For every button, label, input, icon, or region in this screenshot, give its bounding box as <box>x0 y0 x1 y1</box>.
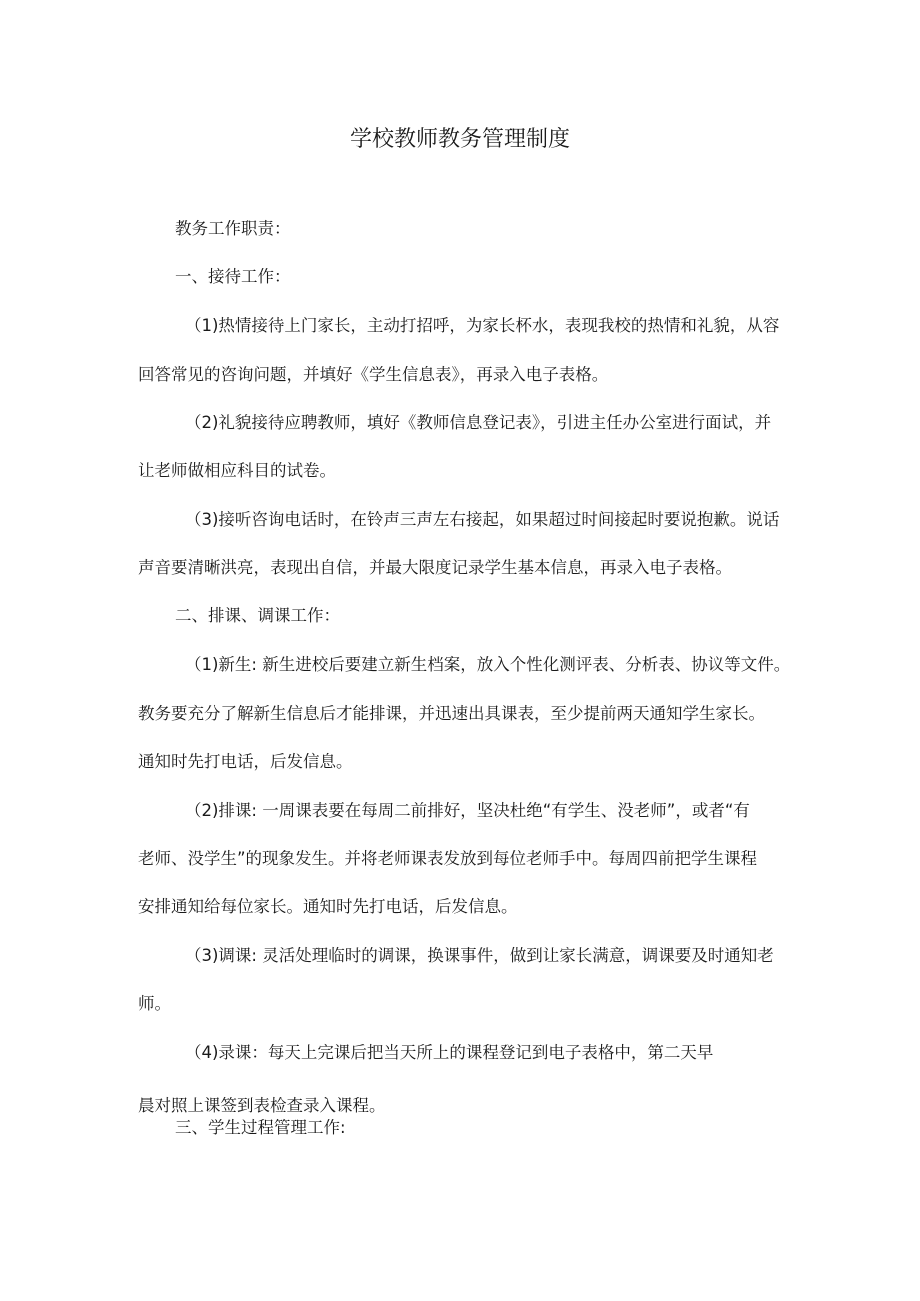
section-heading-1: 一、接待工作： <box>175 267 291 286</box>
paragraph-line: 声音要清晰洪亮，表现出自信，并最大限度记录学生基本信息，再录入电子表格。 <box>138 558 732 577</box>
page-title: 学校教师教务管理制度 <box>349 127 570 152</box>
paragraph-line: （2)排课: 一周课表要在每周二前排好，坚决杜绝“有学生、没老师”，或者“有 <box>185 801 750 820</box>
paragraph-line: 回答常见的咨询问题，并填好《学生信息表》，再录入电子表格。 <box>138 365 609 384</box>
paragraph-line: 通知时先打电话，后发信息。 <box>138 752 353 771</box>
paragraph-line: （3)接听咨询电话时，在铃声三声左右接起，如果超过时间接起时要说抱歉。说话 <box>185 510 780 529</box>
paragraph-line: （4)录课：每天上完课后把当天所上的课程登记到电子表格中，第二天早 <box>185 1043 714 1062</box>
paragraph-line: 晨对照上课签到表检查录入课程。 <box>138 1096 386 1115</box>
section-heading-3: 三、学生过程管理工作: <box>175 1118 346 1137</box>
section-heading-2: 二、排课、调课工作： <box>175 606 340 625</box>
paragraph-line: 师。 <box>138 994 171 1013</box>
paragraph-line: 老师、没学生”的现象发生。并将老师课表发放到每位老师手中。每周四前把学生课程 <box>138 849 758 868</box>
paragraph-line: （2)礼貌接待应聘教师，填好《教师信息登记表》，引进主任办公室进行面试，并 <box>185 413 772 432</box>
paragraph-line: 安排通知给每位家长。通知时先打电话，后发信息。 <box>138 897 518 916</box>
section-intro: 教务工作职责： <box>175 219 291 238</box>
paragraph-line: （3)调课: 灵活处理临时的调课，换课事件，做到让家长满意，调课要及时通知老 <box>185 946 774 965</box>
paragraph-line: 教务要充分了解新生信息后才能排课，并迅速出具课表，至少提前两天通知学生家长。 <box>138 704 765 723</box>
paragraph-line: （1)热情接待上门家长，主动打招呼，为家长杯水，表现我校的热情和礼貌，从容 <box>185 316 780 335</box>
paragraph-line: 让老师做相应科目的试卷。 <box>138 461 336 480</box>
paragraph-line: （1)新生: 新生进校后要建立新生档案，放入个性化测评表、分析表、协议等文件。 <box>185 655 791 674</box>
